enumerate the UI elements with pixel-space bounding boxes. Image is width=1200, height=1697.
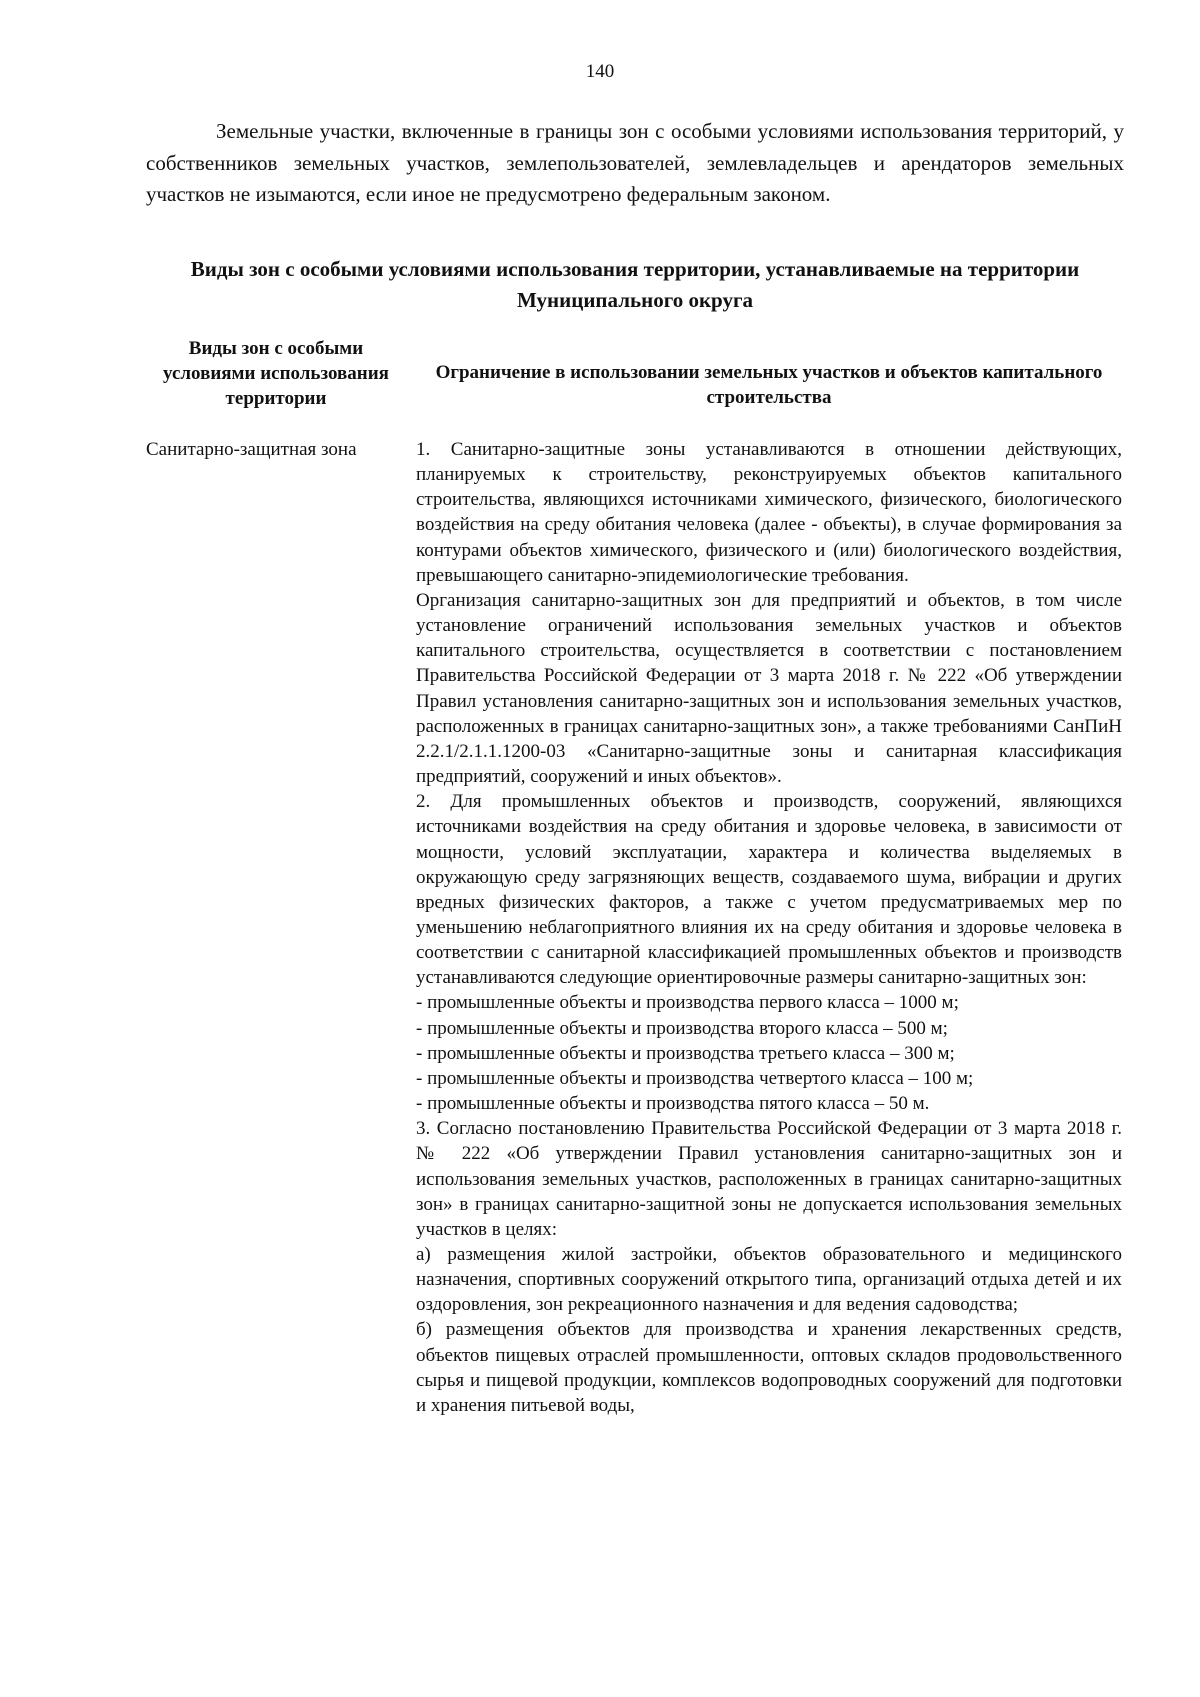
- restriction-list-item: - промышленные объекты и производства первого класса – 1000 м;: [416, 992, 959, 1014]
- restriction-paragraph: Организация санитарно-защитных зон для предприятий и объектов, в том числе установление ограничений использования земельных участков и объектов капитального строительства, осуществляется в соответствии с постановлением Правительства Российской Федерации от 3 марта 2018 г. № 222 «Об утверждении Правил установления санитарно-защитных зон и использования земельных участков, расположенных в границах санитарно-защитных зон», а также требованиями СанПиН 2.2.1/2.1.1.1200-03 «Санитарно-защитные зоны и санитарная классификация предприятий, сооружений и иных объектов».: [416, 589, 1122, 788]
- table-cell-zone-name: Санитарно-защитная зона: [146, 439, 357, 460]
- restriction-paragraph: б) размещения объектов для производства и хранения лекарственных средств, объектов пищевых отраслей промышленности, оптовых складов продовольственного сырья и пищевой продукции, комплексов водопроводных сооружений для подготовки и хранения питьевой воды,: [416, 1319, 1122, 1416]
- restriction-list-item: - промышленные объекты и производства второго класса – 500 м;: [416, 1017, 948, 1039]
- restriction-paragraph: 1. Санитарно-защитные зоны устанавливаются в отношении действующих, планируемых к строительству, реконструируемых объектов капитального строительства, являющихся источниками химического, физического, биологического воздействия на среду обитания человека (далее - объекты), в случае формирования за контурами объектов химического, физического и (или) биологического воздействия, превышающего санитарно-эпидемиологические требования.: [416, 439, 1122, 586]
- table-header-zone-types: Виды зон с особыми условиями использования территории: [163, 338, 389, 409]
- restriction-list-item: - промышленные объекты и производства пятого класса – 50 м.: [416, 1093, 930, 1115]
- page-number: 140: [585, 61, 615, 82]
- table-cell-restrictions: [416, 437, 1122, 1418]
- table-header-restrictions: Ограничение в использовании земельных участков и объектов капитального строительства: [435, 362, 1103, 408]
- restriction-list-item: - промышленные объекты и производства третьего класса – 300 м;: [416, 1042, 955, 1064]
- restriction-paragraph: а) размещения жилой застройки, объектов образовательного и медицинского назначения, спортивных сооружений открытого типа, организаций отдыха детей и их оздоровления, зон рекреационного назначения и для ведения садоводства;: [416, 1244, 1122, 1316]
- restriction-list-item: - промышленные объекты и производства четвертого класса – 100 м;: [416, 1067, 974, 1089]
- section-title: Виды зон с особыми условиями использования территории, устанавливаемые на территории Муниципального округа: [190, 257, 1080, 312]
- restriction-paragraph: 2. Для промышленных объектов и производств, сооружений, являющихся источниками воздействия на среду обитания и здоровье человека, в зависимости от мощности, условий эксплуатации, характера и количества выделяемых в окружающую среду загрязняющих веществ, создаваемого шума, вибрации и других вредных физических факторов, а также с учетом предусматриваемых мер по уменьшению неблагоприятного влияния их на среду обитания и здоровье человека в соответствии с санитарной классификацией промышленных объектов и производств устанавливаются следующие ориентировочные размеры санитарно-защитных зон:: [416, 791, 1122, 989]
- restriction-paragraph: 3. Согласно постановлению Правительства Российской Федерации от 3 марта 2018 г. № 222 «Об утверждении Правил установления санитарно-защитных зон и использования земельных участков, расположенных в границах санитарно-защитных зон» в границах санитарно-защитной зоны не допускается использования земельных участков в целях:: [416, 1118, 1122, 1240]
- intro-paragraph: Земельные участки, включенные в границы зон с особыми условиями использования территорий, у собственников земельных участков, землепользователей, землевладельцев и арендаторов земельных участков не изымаются, если иное не предусмотрено федеральным законом.: [146, 119, 1124, 206]
